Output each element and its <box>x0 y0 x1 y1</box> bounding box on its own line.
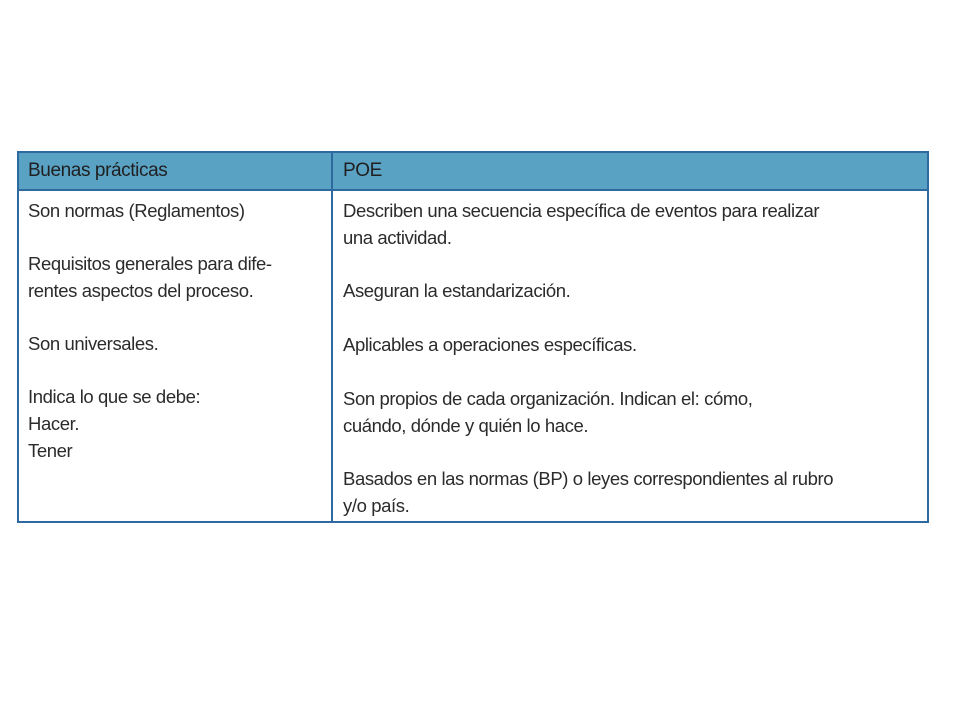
bp-item-hacer: Hacer. <box>28 413 80 434</box>
poe-item-basados-line2: y/o país. <box>343 495 410 516</box>
bp-item-requisitos-line1: Requisitos generales para dife- <box>28 253 272 274</box>
bp-item-normas: Son normas (Reglamentos) <box>28 200 245 221</box>
bp-item-requisitos-line2: rentes aspectos del proceso. <box>28 280 254 301</box>
poe-item-describen-line2: una actividad. <box>343 227 452 248</box>
poe-item-basados-line1: Basados en las normas (BP) o leyes correspondientes al rubro <box>343 468 834 489</box>
poe-item-aseguran: Aseguran la estandarización. <box>343 280 571 301</box>
poe-cell <box>333 191 927 521</box>
header-buenas-practicas: Buenas prácticas <box>19 153 333 191</box>
buenas-practicas-cell <box>19 191 333 521</box>
bp-item-tener: Tener <box>28 440 73 461</box>
bp-item-indica: Indica lo que se debe: <box>28 386 201 407</box>
poe-item-describen-line1: Describen una secuencia específica de eventos para realizar <box>343 200 820 221</box>
bp-item-universales: Son universales. <box>28 333 159 354</box>
poe-item-propios-line2: cuándo, dónde y quién lo hace. <box>343 415 589 436</box>
header-poe: POE <box>333 153 927 191</box>
comparison-table <box>17 151 929 523</box>
poe-item-propios-line1: Son propios de cada organización. Indican el: cómo, <box>343 388 753 409</box>
poe-item-aplicables: Aplicables a operaciones específicas. <box>343 334 637 355</box>
